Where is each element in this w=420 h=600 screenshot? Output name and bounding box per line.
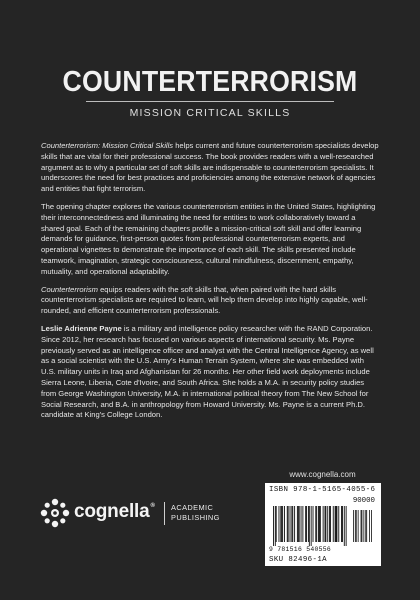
publisher-name — [74, 501, 155, 523]
book-title: COUNTERTERRORISM — [62, 66, 358, 98]
isbn-text: ISBN 978-1-5165-4055-6 — [269, 486, 376, 494]
paragraph-1-lead: Counterterrorism: Mission Critical Skills — [41, 141, 174, 150]
registered-mark: ® — [150, 503, 155, 509]
description-paragraph-3 — [41, 285, 380, 317]
publisher-tagline — [171, 503, 220, 523]
author-bio — [41, 324, 380, 421]
sku-text: SKU 82496-1A — [269, 556, 328, 564]
barcode-image — [273, 506, 373, 546]
publisher-name-text: cognella — [74, 501, 150, 522]
book-subtitle: MISSION CRITICAL SKILLS — [129, 107, 291, 119]
cognella-logo-icon — [40, 498, 70, 528]
title-divider — [86, 101, 334, 102]
barcode-number: 9 781516 540556 — [269, 546, 332, 553]
logo-divider — [164, 502, 165, 525]
publisher-website: www.cognella.com — [289, 470, 356, 479]
tagline-line-1: ACADEMIC — [171, 503, 214, 512]
barcode-block — [265, 483, 381, 566]
description-text — [41, 141, 380, 428]
description-paragraph-2: The opening chapter explores the various counterterrorism entities in the United States, highlighting their interconnectedness and illuminating the need for entities to work collaboratively toward a shared goal. Each of the remaining chapters profile a mission-critical soft skill and offer learning demands for guidance, first-person quotes from professional counterterrorism experts, and operational vignettes to demonstrate the importance of each skill. The skills presented include teamwork, imagination, strategic consciousness, cultural mindfulness, discernment, empathy, mutuality, and operational adaptability. — [41, 201, 376, 276]
price-code: 90000 — [352, 497, 375, 505]
author-name: Leslie Adrienne Payne — [41, 323, 122, 333]
tagline-line-2: PUBLISHING — [171, 513, 220, 522]
description-paragraph-1 — [41, 141, 380, 195]
paragraph-3-text: equips readers with the soft skills that, when paired with the hard skills counterterrorism specialists are required to learn, will help them develop into highly capable, well-rounded, and efficient counterterrorism professionals. — [41, 284, 368, 316]
author-bio-text: is a military and intelligence policy researcher with the RAND Corporation. Since 2012, her research has focused on various aspects of international security. Ms. Payne previously served as an intelligence officer and analyst with the Central Intelligence Agency, as well as a social scientist with the U.S. Army's Human Terrain System, where she was embedded with U.S. military units in Iraq and Afghanistan for 26 months. Her other field work deployments include Sierra Leone, Liberia, Cote d'Ivoire, and South Africa. She holds a M.A. in security policy studies from George Washington University, M.A. in international political theory from The New School for Social Research, and B.A. in anthropology from Howard University. Ms. Payne is a current Ph.D. candidate at King's College London. — [41, 323, 374, 420]
paragraph-3-lead: Counterterrorism — [41, 284, 98, 294]
paragraph-1-text: helps current and future counterterrorism specialists develop skills that are vital for their professional success. The book provides readers with a well-researched argument as to why a particular set of soft skills are indispensable to counterterrorism specialists. It underscores the need for best practices and proficiencies among the extensive network of agencies and entities that fight terrorism. — [41, 141, 379, 194]
